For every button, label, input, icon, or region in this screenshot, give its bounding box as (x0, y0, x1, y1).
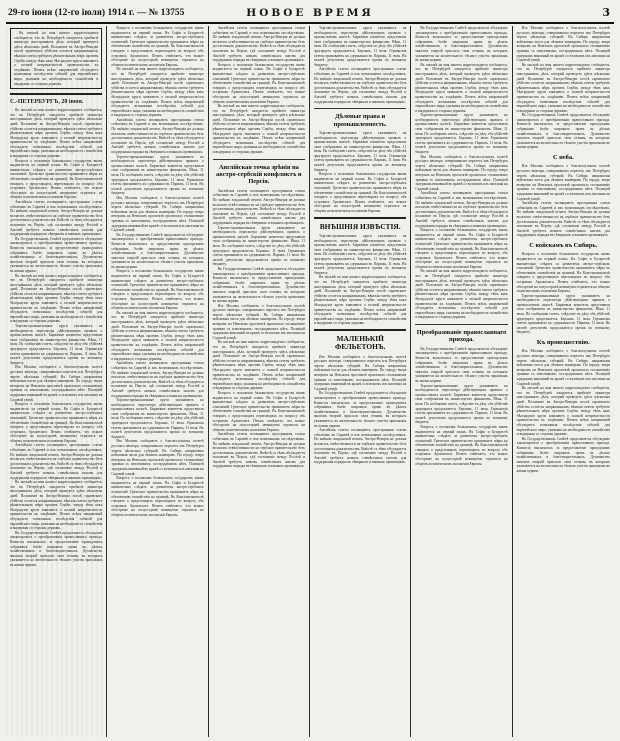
article-heading-england-persia: Англійская точка зрѣнія на австро-сербскій конфликтъ и Персія. (216, 163, 302, 186)
column-4-text-a: Торгово-промышленные круги указываютъ на необходимость пересмотра дѣйствующихъ правилъ о промысловомъ налогѣ. Биржевые комитеты представили свои соображенія въ министерство финансовъ. Вѣна, 11 іюля. По сообщенію газетъ, слѣдствіе по дѣлу объ убійствѣ эрцгерцога продолжается. Берлинъ, 11 іюля. Германскія газеты призываютъ къ сдержанности. Парижъ, 11 іюля. Въ палатѣ депутатовъ продолжаются пренія по военному бюджету. (314, 26, 407, 67)
column-1-text-b: Вопросъ о положеніи балканскихъ государствъ вновь выдвигается на первый планъ. Въ Софіи и Бухарестѣ внимательно слѣдятъ за развитіемъ австро-сербскихъ отношеній. Греческое правительство принимаетъ мѣры къ обезпеченію спокойствія на границѣ. Въ Константинополѣ говорятъ о предстоящихъ переговорахъ по вопросу объ островахъ Архипелага. Печать отмѣчаетъ, что всякое обостреніе на полуостровѣ неминуемо отразится на общемъ политическомъ положеніи Европы. (10, 158, 103, 200)
column-4-text-g: Изъ Москвы сообщаютъ о благополучномъ полетѣ русскаго авіатора, совершившаго перелетъ изъ Петербурга черезъ нѣсколько губерній. Въ Сибирь направлены войсковыя части для лѣтнихъ маневровъ. По городу: вчера вечеромъ на Невскомъ проспектѣ произошло столкновеніе трамвая съ извозчикомъ; пострадавшихъ нѣтъ. Полиціей задержанъ виновный въ кражѣ со взломомъ изъ магазина на Садовой улицѣ. (314, 354, 407, 391)
column-5-text-g: Въ письмѣ на имя нашего корреспондента сообщается, что въ Петербургѣ ожидается прибытіе министра иностранныхъ дѣлъ, который проведетъ здѣсь нѣсколько дней. Положеніе въ Австро-Венгріи послѣ сараевскаго убійства остается напряженнымъ; вѣнскія газеты требуютъ рѣшительныхъ мѣръ противъ Сербіи, между тѣмъ какъ бѣлградскіе круги заявляютъ о полной непричастности правительства къ злодѣянію. Печать всѣхъ направленій обсуждаетъ возможныя послѣдствія событій для европейскаго мира, указывая на необходимость спокойствія и выдержки со стороны державъ. (415, 269, 508, 320)
column-5-text-b: Въ письмѣ на имя нашего корреспондента сообщается, что въ Петербургѣ ожидается прибытіе министра иностранныхъ дѣлъ, который проведетъ здѣсь нѣсколько дней. Положеніе въ Австро-Венгріи послѣ сараевскаго убійства остается напряженнымъ; вѣнскія газеты требуютъ рѣшительныхъ мѣръ противъ Сербіи, между тѣмъ какъ бѣлградскіе круги заявляютъ о полной непричастности правительства къ злодѣянію. Печать всѣхъ направленій обсуждаетъ возможныя послѣдствія событій для европейскаго мира, указывая на необходимость спокойствія и выдержки со стороны державъ. (415, 62, 508, 113)
column-5-text-i: Торгово-промышленные круги указываютъ на необходимость пересмотра дѣйствующихъ правилъ о промысловомъ налогѣ. Биржевые комитеты представили свои соображенія въ министерство финансовъ. Вѣна, 11 іюля. По сообщенію газетъ, слѣдствіе по дѣлу объ убійствѣ эрцгерцога продолжается. Берлинъ, 11 іюля. Германскія газеты призываютъ къ сдержанности. Парижъ, 11 іюля. Въ палатѣ депутатовъ продолжаются пренія по военному бюджету. (415, 383, 508, 425)
newspaper-title: НОВОЕ ВРЕМЯ (246, 7, 374, 19)
notice-text: Въ письмѣ на имя нашего корреспондента сообщается, что въ Петербургѣ ожидается прибытіе министра иностранныхъ дѣлъ, который проведетъ здѣсь нѣсколько дней. Положеніе въ Австро-Венгріи послѣ сараевскаго убійства остается напряженнымъ; вѣнскія газеты требуютъ рѣшительныхъ мѣръ противъ Сербіи, между тѣмъ какъ бѣлградскіе круги заявляютъ о полной непричастности правительства къ злодѣянію. Печать всѣхъ направленій обсуждаетъ возможныя послѣдствія событій для европейскаго мира, указывая на необходимость спокойствія и выдержки со стороны державъ. (14, 31, 99, 86)
column-3-text-e: Торгово-промышленные круги указываютъ на необходимость пересмотра дѣйствующихъ правилъ о промысловомъ налогѣ. Биржевые комитеты представили свои соображенія въ министерство финансовъ. Вѣна, 11 іюля. По сообщенію газетъ, слѣдствіе по дѣлу объ убійствѣ эрцгерцога продолжается. Берлинъ, 11 іюля. Германскія газеты призываютъ къ сдержанности. Парижъ, 11 іюля. Въ палатѣ депутатовъ продолжаются пренія по военному бюджету. (212, 225, 305, 267)
column-1-text-c: Англійскія газеты посвящаютъ пространныя статьи событіямъ въ Сараевѣ и ихъ возможнымъ послѣдствіямъ. По мнѣнію лондонской печати, Австро-Венгрія не должна возлагать отвѣтственности на сербское правительство безъ достаточныхъ доказательствъ. Вмѣстѣ съ тѣмъ обсуждается положеніе въ Персіи, гдѣ соглашеніе между Россіей и Англіей требуетъ новыхъ совмѣстныхъ шаговъ для поддержанія порядка въ сѣверныхъ и южныхъ провинціяхъ. (10, 200, 103, 237)
column-5-text-e: Англійскія газеты посвящаютъ пространныя статьи событіямъ въ Сараевѣ и ихъ возможнымъ послѣдствіямъ. По мнѣнію лондонской печати, Австро-Венгрія не должна возлагать отвѣтственности на сербское правительство безъ достаточныхъ доказательствъ. Вмѣстѣ съ тѣмъ обсуждается положеніе въ Персіи, гдѣ соглашеніе между Россіей и Англіей требуетъ новыхъ совмѣстныхъ шаговъ для поддержанія порядка въ сѣверныхъ и южныхъ провинціяхъ. (415, 191, 508, 228)
masthead (6, 4, 614, 24)
column-3-text-f: Въ Государственномъ Совѣтѣ продолжается обсужденіе законопроекта о преобразованіи православнаго прихода. Комиссія высказалась за предоставленіе приходскимъ собраніямъ болѣе широкихъ правъ въ дѣлахъ хозяйственныхъ и благотворительныхъ. Духовенство многихъ епархій прислало свои отзывы, въ которыхъ указывается на желательность тѣснаго участія прихожанъ въ жизни церкви. (212, 266, 305, 304)
section-heading-incident: Къ происшествію. (536, 339, 590, 347)
column-1-text-h: Вопросъ о положеніи балканскихъ государствъ вновь выдвигается на первый планъ. Въ Софіи и Бухарестѣ внимательно слѣдятъ за развитіемъ австро-сербскихъ отношеній. Греческое правительство принимаетъ мѣры къ обезпеченію спокойствія на границѣ. Въ Константинополѣ говорятъ о предстоящихъ переговорахъ по вопросу объ островахъ Архипелага. Печать отмѣчаетъ, что всякое обостреніе на полуостровѣ неминуемо отразится на общемъ политическомъ положеніи Европы. (10, 402, 103, 443)
column-1-text-f: Торгово-промышленные круги указываютъ на необходимость пересмотра дѣйствующихъ правилъ о промысловомъ налогѣ. Биржевые комитеты представили свои соображенія въ министерство финансовъ. Вѣна, 11 іюля. По сообщенію газетъ, слѣдствіе по дѣлу объ убійствѣ эрцгерцога продолжается. Берлинъ, 11 іюля. Германскія газеты призываютъ къ сдержанности. Парижъ, 11 іюля. Въ палатѣ депутатовъ продолжаются пренія по военному бюджету. (10, 324, 103, 365)
column-1-text-a: Въ письмѣ на имя нашего корреспондента сообщается, что въ Петербургѣ ожидается прибытіе министра иностранныхъ дѣлъ, который проведетъ здѣсь нѣсколько дней. Положеніе въ Австро-Венгріи послѣ сараевскаго убійства остается напряженнымъ; вѣнскія газеты требуютъ рѣшительныхъ мѣръ противъ Сербіи, между тѣмъ какъ бѣлградскіе круги заявляютъ о полной непричастности правительства къ злодѣянію. Печать всѣхъ направленій обсуждаетъ возможныя послѣдствія событій для европейскаго мира, указывая на необходимость спокойствія и выдержки со стороны державъ. (10, 108, 103, 159)
column-2-text-b: Въ письмѣ на имя нашего корреспондента сообщается, что въ Петербургѣ ожидается прибытіе министра иностранныхъ дѣлъ, который проведетъ здѣсь нѣсколько дней. Положеніе въ Австро-Венгріи послѣ сараевскаго убійства остается напряженнымъ; вѣнскія газеты требуютъ рѣшительныхъ мѣръ противъ Сербіи, между тѣмъ какъ бѣлградскіе круги заявляютъ о полной непричастности правительства къ злодѣянію. Печать всѣхъ направленій обсуждаетъ возможныя послѣдствія событій для европейскаго мира, указывая на необходимость спокойствія и выдержки со стороны державъ. (111, 67, 204, 118)
column-6-text-b: Въ письмѣ на имя нашего корреспондента сообщается, что въ Петербургѣ ожидается прибытіе министра иностранныхъ дѣлъ, который проведетъ здѣсь нѣсколько дней. Положеніе въ Австро-Венгріи послѣ сараевскаго убійства остается напряженнымъ; вѣнскія газеты требуютъ рѣшительныхъ мѣръ противъ Сербіи, между тѣмъ какъ бѣлградскіе круги заявляютъ о полной непричастности правительства къ злодѣянію. Печать всѣхъ направленій обсуждаетъ возможныя послѣдствія событій для европейскаго мира, указывая на необходимость спокойствія и выдержки со стороны державъ. (516, 62, 610, 113)
column-4-text-d: Вопросъ о положеніи балканскихъ государствъ вновь выдвигается на первый планъ. Въ Софіи и Бухарестѣ внимательно слѣдятъ за развитіемъ австро-сербскихъ отношеній. Греческое правительство принимаетъ мѣры къ обезпеченію спокойствія на границѣ. Въ Константинополѣ говорятъ о предстоящихъ переговорахъ по вопросу объ островахъ Архипелага. Печать отмѣчаетъ, что всякое обостреніе на полуостровѣ неминуемо отразится на общемъ политическомъ положеніи Европы. (314, 172, 407, 213)
divider (213, 159, 305, 160)
article-columns (6, 26, 614, 737)
column-6-text-c: Въ Государственномъ Совѣтѣ продолжается обсужденіе законопроекта о преобразованіи православнаго прихода. Комиссія высказалась за предоставленіе приходскимъ собраніямъ болѣе широкихъ правъ въ дѣлахъ хозяйственныхъ и благотворительныхъ. Духовенство многихъ епархій прислало свои отзывы, въ которыхъ указывается на желательность тѣснаго участія прихожанъ въ жизни церкви. (516, 113, 610, 150)
column-5-text-f: Вопросъ о положеніи балканскихъ государствъ вновь выдвигается на первый планъ. Въ Софіи и Бухарестѣ внимательно слѣдятъ за развитіемъ австро-сербскихъ отношеній. Греческое правительство принимаетъ мѣры къ обезпеченію спокойствія на границѣ. Въ Константинополѣ говорятъ о предстоящихъ переговорахъ по вопросу объ островахъ Архипелага. Печать отмѣчаетъ, что всякое обостреніе на полуостровѣ неминуемо отразится на общемъ политическомъ положеніи Европы. (415, 228, 508, 269)
column-2-text-a: Вопросъ о положеніи балканскихъ государствъ вновь выдвигается на первый планъ. Въ Софіи и Бухарестѣ внимательно слѣдятъ за развитіемъ австро-сербскихъ отношеній. Греческое правительство принимаетъ мѣры къ обезпеченію спокойствія на границѣ. Въ Константинополѣ говорятъ о предстоящихъ переговорахъ по вопросу объ островахъ Архипелага. Печать отмѣчаетъ, что всякое обостреніе на полуостровѣ неминуемо отразится на общемъ политическомъ положеніи Европы. (111, 26, 204, 67)
section-heading-feuilleton: МАЛЕНЬКІЙ ФЕЛЬЕТОНЪ. (334, 333, 386, 352)
column-3-text-h: Въ письмѣ на имя нашего корреспондента сообщается, что въ Петербургѣ ожидается прибытіе министра иностранныхъ дѣлъ, который проведетъ здѣсь нѣсколько дней. Положеніе въ Австро-Венгріи послѣ сараевскаго убійства остается напряженнымъ; вѣнскія газеты требуютъ рѣшительныхъ мѣръ противъ Сербіи, между тѣмъ какъ бѣлградскіе круги заявляютъ о полной непричастности правительства къ злодѣянію. Печать всѣхъ направленій обсуждаетъ возможныя послѣдствія событій для европейскаго мира, указывая на необходимость спокойствія и выдержки со стороны державъ. (212, 340, 305, 391)
column-2-text-j: Торгово-промышленные круги указываютъ на необходимость пересмотра дѣйствующихъ правилъ о промысловомъ налогѣ. Биржевые комитеты представили свои соображенія въ министерство финансовъ. Вѣна, 11 іюля. По сообщенію газетъ, слѣдствіе по дѣлу объ убійствѣ эрцгерцога продолжается. Берлинъ, 11 іюля. Германскія газеты призываютъ къ сдержанности. Парижъ, 11 іюля. Въ палатѣ депутатовъ продолжаются пренія по военному бюджету. (111, 398, 204, 439)
column-6-text-e: Англійскія газеты посвящаютъ пространныя статьи событіямъ въ Сараевѣ и ихъ возможнымъ послѣдствіямъ. По мнѣнію лондонской печати, Австро-Венгрія не должна возлагать отвѣтственности на сербское правительство безъ достаточныхъ доказательствъ. Вмѣстѣ съ тѣмъ обсуждается положеніе въ Персіи, гдѣ соглашеніе между Россіей и Англіей требуетъ новыхъ совмѣстныхъ шаговъ для поддержанія порядка въ сѣверныхъ и южныхъ провинціяхъ. (516, 201, 610, 238)
column-6-text-a: Изъ Москвы сообщаютъ о благополучномъ полетѣ русскаго авіатора, совершившаго перелетъ изъ Петербурга черезъ нѣсколько губерній. Въ Сибирь направлены войсковыя части для лѣтнихъ маневровъ. По городу: вчера вечеромъ на Невскомъ проспектѣ произошло столкновеніе трамвая съ извозчикомъ; пострадавшихъ нѣтъ. Полиціей задержанъ виновный въ кражѣ со взломомъ изъ магазина на Садовой улицѣ. (516, 26, 610, 63)
divider (10, 93, 102, 95)
column-1-text-e: Въ письмѣ на имя нашего корреспондента сообщается, что въ Петербургѣ ожидается прибытіе министра иностранныхъ дѣлъ, который проведетъ здѣсь нѣсколько дней. Положеніе въ Австро-Венгріи послѣ сараевскаго убійства остается напряженнымъ; вѣнскія газеты требуютъ рѣшительныхъ мѣръ противъ Сербіи, между тѣмъ какъ бѣлградскіе круги заявляютъ о полной непричастности правительства къ злодѣянію. Печать всѣхъ направленій обсуждаетъ возможныя послѣдствія событій для европейскаго мира, указывая на необходимость спокойствія и выдержки со стороны державъ. (10, 273, 103, 324)
column-4-text-i: Англійскія газеты посвящаютъ пространныя статьи событіямъ въ Сараевѣ и ихъ возможнымъ послѣдствіямъ. По мнѣнію лондонской печати, Австро-Венгрія не должна возлагать отвѣтственности на сербское правительство безъ достаточныхъ доказательствъ. Вмѣстѣ съ тѣмъ обсуждается положеніе въ Персіи, гдѣ соглашеніе между Россіей и Англіей требуетъ новыхъ совмѣстныхъ шаговъ для поддержанія порядка въ сѣверныхъ и южныхъ провинціяхъ. (314, 428, 407, 465)
column-2-text-l: Вопросъ о положеніи балканскихъ государствъ вновь выдвигается на первый планъ. Въ Софіи и Бухарестѣ внимательно слѣдятъ за развитіемъ австро-сербскихъ отношеній. Греческое правительство принимаетъ мѣры къ обезпеченію спокойствія на границѣ. Въ Константинополѣ говорятъ о предстоящихъ переговорахъ по вопросу объ островахъ Архипелага. Печать отмѣчаетъ, что всякое обостреніе на полуостровѣ неминуемо отразится на общемъ политическомъ положеніи Европы. (111, 476, 204, 517)
column-3 (209, 26, 310, 737)
column-5-text-d: Изъ Москвы сообщаютъ о благополучномъ полетѣ русскаго авіатора, совершившаго перелетъ изъ Петербурга черезъ нѣсколько губерній. Въ Сибирь направлены войсковыя части для лѣтнихъ маневровъ. По городу: вчера вечеромъ на Невскомъ проспектѣ произошло столкновеніе трамвая съ извозчикомъ; пострадавшихъ нѣтъ. Полиціей задержанъ виновный въ кражѣ со взломомъ изъ магазина на Садовой улицѣ. (415, 154, 508, 191)
dateline: С.-ПЕТЕРБУРГЪ, 28 іюня. (10, 99, 84, 106)
column-2-text-e: Изъ Москвы сообщаютъ о благополучномъ полетѣ русскаго авіатора, совершившаго перелетъ изъ Петербурга черезъ нѣсколько губерній. Въ Сибирь направлены войсковыя части для лѣтнихъ маневровъ. По городу: вчера вечеромъ на Невскомъ проспектѣ произошло столкновеніе трамвая съ извозчикомъ; пострадавшихъ нѣтъ. Полиціей задержанъ виновный въ кражѣ со взломомъ изъ магазина на Садовой улицѣ. (111, 195, 204, 233)
column-1-text-k: Въ Государственномъ Совѣтѣ продолжается обсужденіе законопроекта о преобразованіи православнаго прихода. Комиссія высказалась за предоставленіе приходскимъ собраніямъ болѣе широкихъ правъ въ дѣлахъ хозяйственныхъ и благотворительныхъ. Духовенство многихъ епархій прислало свои отзывы, въ которыхъ указывается на желательность тѣснаго участія прихожанъ въ жизни церкви. (10, 530, 103, 567)
column-5-text-h: Въ Государственномъ Совѣтѣ продолжается обсужденіе законопроекта о преобразованіи православнаго прихода. Комиссія высказалась за предоставленіе приходскимъ собраніямъ болѣе широкихъ правъ въ дѣлахъ хозяйственныхъ и благотворительныхъ. Духовенство многихъ епархій прислало свои отзывы, въ которыхъ указывается на желательность тѣснаго участія прихожанъ въ жизни церкви. (415, 346, 508, 383)
column-1-text-d: Въ Государственномъ Совѣтѣ продолжается обсужденіе законопроекта о преобразованіи православнаго прихода. Комиссія высказалась за предоставленіе приходскимъ собраніямъ болѣе широкихъ правъ въ дѣлахъ хозяйственныхъ и благотворительныхъ. Духовенство многихъ епархій прислало свои отзывы, въ которыхъ указывается на желательность тѣснаго участія прихожанъ въ жизни церкви. (10, 236, 103, 273)
column-1 (6, 26, 107, 737)
notice-box (10, 28, 102, 89)
column-2-text-k: Изъ Москвы сообщаютъ о благополучномъ полетѣ русскаго авіатора, совершившаго перелетъ изъ Петербурга черезъ нѣсколько губерній. Въ Сибирь направлены войсковыя части для лѣтнихъ маневровъ. По городу: вчера вечеромъ на Невскомъ проспектѣ произошло столкновеніе трамвая съ извозчикомъ; пострадавшихъ нѣтъ. Полиціей задержанъ виновный въ кражѣ со взломомъ изъ магазина на Садовой улицѣ. (111, 439, 204, 476)
column-6-text-f: Вопросъ о положеніи балканскихъ государствъ вновь выдвигается на первый планъ. Въ Софіи и Бухарестѣ внимательно слѣдятъ за развитіемъ австро-сербскихъ отношеній. Греческое правительство принимаетъ мѣры къ обезпеченію спокойствія на границѣ. Въ Константинополѣ говорятъ о предстоящихъ переговорахъ по вопросу объ островахъ Архипелага. Печать отмѣчаетъ, что всякое обостреніе на полуостровѣ неминуемо отразится на общемъ политическомъ положеніи Европы. (516, 252, 610, 294)
column-6-text-h: Изъ Москвы сообщаютъ о благополучномъ полетѣ русскаго авіатора, совершившаго перелетъ изъ Петербурга черезъ нѣсколько губерній. Въ Сибирь направлены войсковыя части для лѣтнихъ маневровъ. По городу: вчера вечеромъ на Невскомъ проспектѣ произошло столкновеніе трамвая съ извозчикомъ; пострадавшихъ нѣтъ. Полиціей задержанъ виновный въ кражѣ со взломомъ изъ магазина на Садовой улицѣ. (516, 349, 610, 386)
column-4-text-h: Въ Государственномъ Совѣтѣ продолжается обсужденіе законопроекта о преобразованіи православнаго прихода. Комиссія высказалась за предоставленіе приходскимъ собраніямъ болѣе широкихъ правъ въ дѣлахъ хозяйственныхъ и благотворительныхъ. Духовенство многихъ епархій прислало свои отзывы, въ которыхъ указывается на желательность тѣснаго участія прихожанъ въ жизни церкви. (314, 391, 407, 428)
column-1-text-g: Изъ Москвы сообщаютъ о благополучномъ полетѣ русскаго авіатора, совершившаго перелетъ изъ Петербурга черезъ нѣсколько губерній. Въ Сибирь направлены войсковыя части для лѣтнихъ маневровъ. По городу: вчера вечеромъ на Невскомъ проспектѣ произошло столкновеніе трамвая съ извозчикомъ; пострадавшихъ нѣтъ. Полиціей задержанъ виновный въ кражѣ со взломомъ изъ магазина на Садовой улицѣ. (10, 365, 103, 402)
section-heading-siberia: С войскамъ въ Сибирь. (529, 241, 598, 249)
column-2-text-f: Въ Государственномъ Совѣтѣ продолжается обсужденіе законопроекта о преобразованіи православнаго прихода. Комиссія высказалась за предоставленіе приходскимъ собраніямъ болѣе широкихъ правъ въ дѣлахъ хозяйственныхъ и благотворительныхъ. Духовенство многихъ епархій прислало свои отзывы, въ которыхъ указывается на желательность тѣснаго участія прихожанъ въ жизни церкви. (111, 232, 204, 269)
divider (314, 108, 406, 109)
column-3-text-g: Изъ Москвы сообщаютъ о благополучномъ полетѣ русскаго авіатора, совершившаго перелетъ изъ Петербурга черезъ нѣсколько губерній. Въ Сибирь направлены войсковыя части для лѣтнихъ маневровъ. По городу: вчера вечеромъ на Невскомъ проспектѣ произошло столкновеніе трамвая съ извозчикомъ; пострадавшихъ нѣтъ. Полиціей задержанъ виновный въ кражѣ со взломомъ изъ магазина на Садовой улицѣ. (212, 303, 305, 340)
section-heading-foreign-news: ВНѢШНІЯ ИЗВѢСТІЯ. (319, 221, 401, 231)
column-3-text-d: Англійскія газеты посвящаютъ пространныя статьи событіямъ въ Сараевѣ и ихъ возможнымъ послѣдствіямъ. По мнѣнію лондонской печати, Австро-Венгрія не должна возлагать отвѣтственности на сербское правительство безъ достаточныхъ доказательствъ. Вмѣстѣ съ тѣмъ обсуждается положеніе въ Персіи, гдѣ соглашеніе между Россіей и Англіей требуетъ новыхъ совмѣстныхъ шаговъ для поддержанія порядка въ сѣверныхъ и южныхъ провинціяхъ. (212, 188, 305, 225)
column-6 (513, 26, 614, 737)
column-6-text-d: Изъ Москвы сообщаютъ о благополучномъ полетѣ русскаго авіатора, совершившаго перелетъ изъ Петербурга черезъ нѣсколько губерній. Въ Сибирь направлены войсковыя части для лѣтнихъ маневровъ. По городу: вчера вечеромъ на Невскомъ проспектѣ произошло столкновеніе трамвая съ извозчикомъ; пострадавшихъ нѣтъ. Полиціей задержанъ виновный въ кражѣ со взломомъ изъ магазина на Садовой улицѣ. (516, 164, 610, 201)
column-6-text-i: Въ письмѣ на имя нашего корреспондента сообщается, что въ Петербургѣ ожидается прибытіе министра иностранныхъ дѣлъ, который проведетъ здѣсь нѣсколько дней. Положеніе въ Австро-Венгріи послѣ сараевскаго убійства остается напряженнымъ; вѣнскія газеты требуютъ рѣшительныхъ мѣръ противъ Сербіи, между тѣмъ какъ бѣлградскіе круги заявляютъ о полной непричастности правительства къ злодѣянію. Печать всѣхъ направленій обсуждаетъ возможныя послѣдствія событій для европейскаго мира, указывая на необходимость спокойствія и выдержки со стороны державъ. (516, 386, 610, 437)
column-1-text-j: Въ письмѣ на имя нашего корреспондента сообщается, что въ Петербургѣ ожидается прибытіе министра иностранныхъ дѣлъ, который проведетъ здѣсь нѣсколько дней. Положеніе въ Австро-Венгріи послѣ сараевскаго убійства остается напряженнымъ; вѣнскія газеты требуютъ рѣшительныхъ мѣръ противъ Сербіи, между тѣмъ какъ бѣлградскіе круги заявляютъ о полной непричастности правительства къ злодѣянію. Печать всѣхъ направленій обсуждаетъ возможныя послѣдствія событій для европейскаго мира, указывая на необходимость спокойствія и выдержки со стороны державъ. (10, 480, 103, 531)
column-2-text-i: Англійскія газеты посвящаютъ пространныя статьи событіямъ въ Сараевѣ и ихъ возможнымъ послѣдствіямъ. По мнѣнію лондонской печати, Австро-Венгрія не должна возлагать отвѣтственности на сербское правительство безъ достаточныхъ доказательствъ. Вмѣстѣ съ тѣмъ обсуждается положеніе въ Персіи, гдѣ соглашеніе между Россіей и Англіей требуетъ новыхъ совмѣстныхъ шаговъ для поддержанія порядка въ сѣверныхъ и южныхъ провинціяхъ. (111, 361, 204, 398)
article-heading-parish: Преобразованіе православнаго прихода. (416, 329, 507, 344)
column-2 (107, 26, 208, 737)
column-5-text-a: Въ Государственномъ Совѣтѣ продолжается обсужденіе законопроекта о преобразованіи православнаго прихода. Комиссія высказалась за предоставленіе приходскимъ собраніямъ болѣе широкихъ правъ въ дѣлахъ хозяйственныхъ и благотворительныхъ. Духовенство многихъ епархій прислало свои отзывы, въ которыхъ указывается на желательность тѣснаго участія прихожанъ въ жизни церкви. (415, 26, 508, 63)
column-4-text-f: Въ письмѣ на имя нашего корреспондента сообщается, что въ Петербургѣ ожидается прибытіе министра иностранныхъ дѣлъ, который проведетъ здѣсь нѣсколько дней. Положеніе въ Австро-Венгріи послѣ сараевскаго убійства остается напряженнымъ; вѣнскія газеты требуютъ рѣшительныхъ мѣръ противъ Сербіи, между тѣмъ какъ бѣлградскіе круги заявляютъ о полной непричастности правительства къ злодѣянію. Печать всѣхъ направленій обсуждаетъ возможныя послѣдствія событій для европейскаго мира, указывая на необходимость спокойствія и выдержки со стороны державъ. (314, 275, 407, 326)
column-4 (310, 26, 411, 737)
column-6-text-g: Торгово-промышленные круги указываютъ на необходимость пересмотра дѣйствующихъ правилъ о промысловомъ налогѣ. Биржевые комитеты представили свои соображенія въ министерство финансовъ. Вѣна, 11 іюля. По сообщенію газетъ, слѣдствіе по дѣлу объ убійствѣ эрцгерцога продолжается. Берлинъ, 11 іюля. Германскія газеты призываютъ къ сдержанности. Парижъ, 11 іюля. Въ палатѣ депутатовъ продолжаются пренія по военному бюджету. (516, 293, 610, 335)
column-4-text-e: Торгово-промышленные круги указываютъ на необходимость пересмотра дѣйствующихъ правилъ о промысловомъ налогѣ. Биржевые комитеты представили свои соображенія въ министерство финансовъ. Вѣна, 11 іюля. По сообщенію газетъ, слѣдствіе по дѣлу объ убійствѣ эрцгерцога продолжается. Берлинъ, 11 іюля. Германскія газеты призываютъ къ сдержанности. Парижъ, 11 іюля. Въ палатѣ депутатовъ продолжаются пренія по военному бюджету. (314, 234, 407, 275)
column-2-text-h: Въ письмѣ на имя нашего корреспондента сообщается, что въ Петербургѣ ожидается прибытіе министра иностранныхъ дѣлъ, который проведетъ здѣсь нѣсколько дней. Положеніе въ Австро-Венгріи послѣ сараевскаго убійства остается напряженнымъ; вѣнскія газеты требуютъ рѣшительныхъ мѣръ противъ Сербіи, между тѣмъ какъ бѣлградскіе круги заявляютъ о полной непричастности правительства къ злодѣянію. Печать всѣхъ направленій обсуждаетъ возможныя послѣдствія событій для европейскаго мира, указывая на необходимость спокойствія и выдержки со стороны державъ. (111, 310, 204, 361)
column-2-text-g: Вопросъ о положеніи балканскихъ государствъ вновь выдвигается на первый планъ. Въ Софіи и Бухарестѣ внимательно слѣдятъ за развитіемъ австро-сербскихъ отношеній. Греческое правительство принимаетъ мѣры къ обезпеченію спокойствія на границѣ. Въ Константинополѣ говорятъ о предстоящихъ переговорахъ по вопросу объ островахъ Архипелага. Печать отмѣчаетъ, что всякое обостреніе на полуостровѣ неминуемо отразится на общемъ политическомъ положеніи Европы. (111, 269, 204, 311)
column-3-text-c: Въ письмѣ на имя нашего корреспондента сообщается, что въ Петербургѣ ожидается прибытіе министра иностранныхъ дѣлъ, который проведетъ здѣсь нѣсколько дней. Положеніе въ Австро-Венгріи послѣ сараевскаго убійства остается напряженнымъ; вѣнскія газеты требуютъ рѣшительныхъ мѣръ противъ Сербіи, между тѣмъ какъ бѣлградскіе круги заявляютъ о полной непричастности правительства къ злодѣянію. Печать всѣхъ направленій обсуждаетъ возможныя послѣдствія событій для европейскаго мира, указывая на необходимость спокойствія и выдержки со стороны державъ. (212, 104, 305, 155)
column-5-text-c: Торгово-промышленные круги указываютъ на необходимость пересмотра дѣйствующихъ правилъ о промысловомъ налогѣ. Биржевые комитеты представили свои соображенія въ министерство финансовъ. Вѣна, 11 іюля. По сообщенію газетъ, слѣдствіе по дѣлу объ убійствѣ эрцгерцога продолжается. Берлинъ, 11 іюля. Германскія газеты призываютъ къ сдержанности. Парижъ, 11 іюля. Въ палатѣ депутатовъ продолжаются пренія по военному бюджету. (415, 113, 508, 155)
column-5-text-j: Вопросъ о положеніи балканскихъ государствъ вновь выдвигается на первый планъ. Въ Софіи и Бухарестѣ внимательно слѣдятъ за развитіемъ австро-сербскихъ отношеній. Греческое правительство принимаетъ мѣры къ обезпеченію спокойствія на границѣ. Въ Константинополѣ говорятъ о предстоящихъ переговорахъ по вопросу объ островахъ Архипелага. Печать отмѣчаетъ, что всякое обостреніе на полуостровѣ неминуемо отразится на общемъ политическомъ положеніи Европы. (415, 424, 508, 466)
column-6-text-j: Въ Государственномъ Совѣтѣ продолжается обсужденіе законопроекта о преобразованіи православнаго прихода. Комиссія высказалась за предоставленіе приходскимъ собраніямъ болѣе широкихъ правъ въ дѣлахъ хозяйственныхъ и благотворительныхъ. Духовенство многихъ епархій прислало свои отзывы, въ которыхъ указывается на желательность тѣснаго участія прихожанъ въ жизни церкви. (516, 436, 610, 473)
column-3-text-b: Вопросъ о положеніи балканскихъ государствъ вновь выдвигается на первый планъ. Въ Софіи и Бухарестѣ внимательно слѣдятъ за развитіемъ австро-сербскихъ отношеній. Греческое правительство принимаетъ мѣры къ обезпеченію спокойствія на границѣ. Въ Константинополѣ говорятъ о предстоящихъ переговорахъ по вопросу объ островахъ Архипелага. Печать отмѣчаетъ, что всякое обостреніе на полуостровѣ неминуемо отразится на общемъ политическомъ положеніи Европы. (212, 62, 305, 104)
column-1-text-i: Англійскія газеты посвящаютъ пространныя статьи событіямъ въ Сараевѣ и ихъ возможнымъ послѣдствіямъ. По мнѣнію лондонской печати, Австро-Венгрія не должна возлагать отвѣтственности на сербское правительство безъ достаточныхъ доказательствъ. Вмѣстѣ съ тѣмъ обсуждается положеніе въ Персіи, гдѣ соглашеніе между Россіей и Англіей требуетъ новыхъ совмѣстныхъ шаговъ для поддержанія порядка въ сѣверныхъ и южныхъ провинціяхъ. (10, 443, 103, 480)
column-3-text-i: Вопросъ о положеніи балканскихъ государствъ вновь выдвигается на первый планъ. Въ Софіи и Бухарестѣ внимательно слѣдятъ за развитіемъ австро-сербскихъ отношеній. Греческое правительство принимаетъ мѣры къ обезпеченію спокойствія на границѣ. Въ Константинополѣ говорятъ о предстоящихъ переговорахъ по вопросу объ островахъ Архипелага. Печать отмѣчаетъ, что всякое обостреніе на полуостровѣ неминуемо отразится на общемъ политическомъ положеніи Европы. (212, 390, 305, 432)
column-2-text-c: Англійскія газеты посвящаютъ пространныя статьи событіямъ въ Сараевѣ и ихъ возможнымъ послѣдствіямъ. По мнѣнію лондонской печати, Австро-Венгрія не должна возлагать отвѣтственности на сербское правительство безъ достаточныхъ доказательствъ. Вмѣстѣ съ тѣмъ обсуждается положеніе въ Персіи, гдѣ соглашеніе между Россіей и Англіей требуетъ новыхъ совмѣстныхъ шаговъ для поддержанія порядка въ сѣверныхъ и южныхъ провинціяхъ. (111, 117, 204, 155)
divider (415, 324, 507, 325)
column-5 (411, 26, 512, 737)
column-3-text-a: Англійскія газеты посвящаютъ пространныя статьи событіямъ въ Сараевѣ и ихъ возможнымъ послѣдствіямъ. По мнѣнію лондонской печати, Австро-Венгрія не должна возлагать отвѣтственности на сербское правительство безъ достаточныхъ доказательствъ. Вмѣстѣ съ тѣмъ обсуждается положеніе въ Персіи, гдѣ соглашеніе между Россіей и Англіей требуетъ новыхъ совмѣстныхъ шаговъ для поддержанія порядка въ сѣверныхъ и южныхъ провинціяхъ. (212, 26, 305, 63)
issue-date: 29-го іюня (12-го іюля) 1914 г. — № 13755 (8, 8, 185, 18)
divider (314, 217, 406, 219)
column-2-text-d: Торгово-промышленные круги указываютъ на необходимость пересмотра дѣйствующихъ правилъ о промысловомъ налогѣ. Биржевые комитеты представили свои соображенія въ министерство финансовъ. Вѣна, 11 іюля. По сообщенію газетъ, слѣдствіе по дѣлу объ убійствѣ эрцгерцога продолжается. Берлинъ, 11 іюля. Германскія газеты призываютъ къ сдержанности. Парижъ, 11 іюля. Въ палатѣ депутатовъ продолжаются пренія по военному бюджету. (111, 154, 204, 196)
section-heading-sky: С неба. (552, 154, 574, 162)
divider (314, 329, 406, 331)
column-3-text-j: Англійскія газеты посвящаютъ пространныя статьи событіямъ въ Сараевѣ и ихъ возможнымъ послѣдствіямъ. По мнѣнію лондонской печати, Австро-Венгрія не должна возлагать отвѣтственности на сербское правительство безъ достаточныхъ доказательствъ. Вмѣстѣ съ тѣмъ обсуждается положеніе въ Персіи, гдѣ соглашеніе между Россіей и Англіей требуетъ новыхъ совмѣстныхъ шаговъ для поддержанія порядка въ сѣверныхъ и южныхъ провинціяхъ. (212, 432, 305, 469)
page-number: 3 (602, 6, 610, 19)
column-4-text-b: Англійскія газеты посвящаютъ пространныя статьи событіямъ въ Сараевѣ и ихъ возможнымъ послѣдствіямъ. По мнѣнію лондонской печати, Австро-Венгрія не должна возлагать отвѣтственности на сербское правительство безъ достаточныхъ доказательствъ. Вмѣстѣ съ тѣмъ обсуждается положеніе въ Персіи, гдѣ соглашеніе между Россіей и Англіей требуетъ новыхъ совмѣстныхъ шаговъ для поддержанія порядка въ сѣверныхъ и южныхъ провинціяхъ. (314, 67, 407, 104)
column-4-text-c: Торгово-промышленные круги указываютъ на необходимость пересмотра дѣйствующихъ правилъ о промысловомъ налогѣ. Биржевые комитеты представили свои соображенія въ министерство финансовъ. Вѣна, 11 іюля. По сообщенію газетъ, слѣдствіе по дѣлу объ убійствѣ эрцгерцога продолжается. Берлинъ, 11 іюля. Германскія газеты призываютъ къ сдержанности. Парижъ, 11 іюля. Въ палатѣ депутатовъ продолжаются пренія по военному бюджету. (314, 130, 407, 172)
article-heading-industry: Дѣловые права и промышленность. (333, 113, 387, 128)
